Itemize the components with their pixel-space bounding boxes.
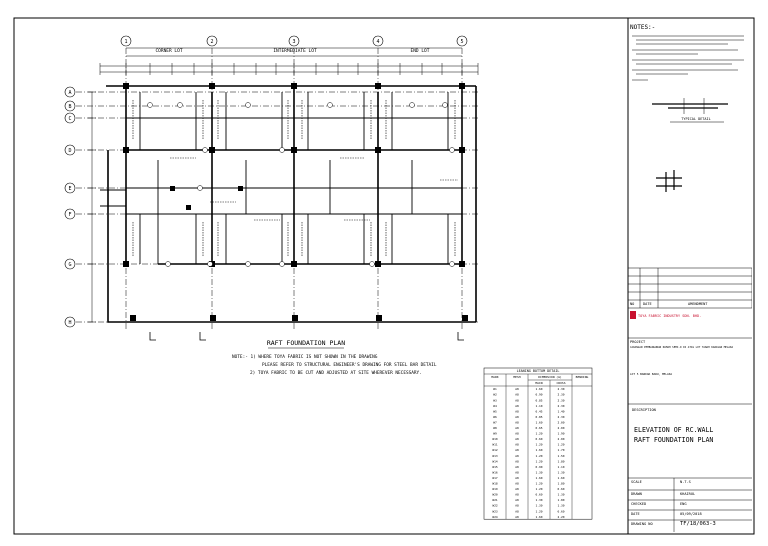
- schedule-cell: W18: [492, 481, 498, 486]
- schedule-header: MESH: [513, 375, 521, 379]
- schedule-cell: W14: [492, 459, 498, 464]
- grid-row-label: C: [68, 116, 72, 122]
- schedule-cell: A8: [515, 475, 519, 480]
- field-value: N.T.S: [680, 480, 691, 484]
- schedule-cell: A8: [515, 431, 519, 436]
- schedule-cell: A8: [515, 464, 519, 469]
- schedule-cell: W22: [492, 503, 498, 508]
- schedule-cell: W12: [492, 448, 498, 453]
- schedule-cell: 1.60: [557, 475, 565, 480]
- notes-text-lines: [632, 36, 744, 80]
- schedule-cell: 1.10: [557, 464, 565, 469]
- note-line-3: 2) TOYA FABRIC TO BE CUT AND ADJUSTED AT SITE WHEREVER NECESSARY.: [250, 371, 422, 376]
- plan-title: RAFT FOUNDATION PLAN: [266, 339, 346, 347]
- description-label: DESCRIPTION: [632, 408, 656, 412]
- schedule-cell: 1.30: [557, 470, 565, 475]
- schedule-cell: 0.90: [535, 464, 543, 469]
- zone-corner-lot: CORNER LOT: [155, 49, 183, 54]
- schedule-cell: 1.20: [557, 442, 565, 447]
- grid-column-label: 3: [292, 39, 296, 45]
- grid-column-label: 2: [210, 39, 214, 45]
- title-block: [628, 22, 752, 532]
- grid-row-label: F: [68, 212, 72, 218]
- field-label: SCALE: [631, 480, 642, 484]
- schedule-cell: 1.30: [535, 503, 543, 508]
- schedule-cell: W15: [492, 464, 498, 469]
- schedule-cell: 0.60: [535, 492, 543, 497]
- schedule-cell: 1.20: [535, 459, 543, 464]
- mesh-callouts: [133, 100, 458, 256]
- schedule-cell: 1.40: [557, 409, 565, 414]
- schedule-header: MARK: [491, 375, 499, 379]
- interior-walls: [100, 92, 462, 264]
- schedule-cell: 1.10: [535, 403, 543, 408]
- column-stumps: [123, 83, 468, 321]
- field-label: DRAWN: [631, 492, 642, 496]
- schedule-cell: W7: [493, 420, 497, 425]
- schedule-cell: A8: [515, 470, 519, 475]
- schedule-cell: 2.30: [557, 387, 565, 392]
- mesh-cross-detail: [656, 170, 682, 192]
- schedule-cell: A8: [515, 481, 519, 486]
- title-block-graphics: [628, 22, 752, 532]
- schedule-cell: W11: [492, 442, 498, 447]
- rev-no: NO: [630, 302, 635, 306]
- schedule-cell: W16: [492, 470, 498, 475]
- schedule-subheader: CROSS: [556, 381, 566, 385]
- schedule-cell: 2.30: [557, 414, 565, 419]
- zone-end-lot: END LOT: [410, 49, 430, 54]
- schedule-cell: 0.85: [535, 398, 543, 403]
- schedule-cell: A8: [515, 442, 519, 447]
- schedule-cell: W24: [492, 514, 498, 519]
- row-bubbles: [65, 87, 75, 327]
- schedule-cell: W6: [493, 414, 497, 419]
- schedule-cell: A8: [515, 448, 519, 453]
- company-name: TOYA FABRIC INDUSTRY SDN. BHD.: [638, 314, 702, 318]
- grid-column-label: 1: [124, 39, 128, 45]
- schedule-cell: W23: [492, 509, 498, 514]
- schedule-cell: 2.20: [557, 514, 565, 519]
- schedule-cell: 1.80: [557, 498, 565, 503]
- field-value: 05/09/2018: [680, 512, 702, 516]
- schedule-cell: A8: [515, 487, 519, 492]
- note-line-2: PLEASE REFER TO STRUCTURAL ENGINEER'S DRAWING FOR STEEL BAR DETAIL: [262, 363, 437, 368]
- schedule-cell: W9: [493, 431, 497, 436]
- zone-intermediate-lot: INTERMEDIATE LOT: [273, 49, 317, 54]
- grid-row-label: B: [68, 104, 72, 110]
- field-value: KHAIRUL: [680, 492, 696, 496]
- detail-label: TYPICAL DETAIL: [681, 117, 711, 121]
- schedule-cell: 1.30: [557, 503, 565, 508]
- schedule-cell: 1.20: [535, 442, 543, 447]
- leaning-bottom-schedule: [484, 368, 592, 519]
- grid-row-label: D: [68, 148, 72, 154]
- schedule-cell: 1.60: [535, 514, 543, 519]
- schedule-cell: A8: [515, 503, 519, 508]
- schedule-cell: 1.20: [535, 481, 543, 486]
- schedule-cell: A8: [515, 498, 519, 503]
- schedule-cell: A8: [515, 398, 519, 403]
- schedule-cell: 1.20: [535, 509, 543, 514]
- schedule-cell: W8: [493, 426, 497, 430]
- field-value: ENG: [680, 502, 687, 506]
- raft-outline: [106, 86, 476, 322]
- schedule-cell: A8: [515, 426, 519, 430]
- schedule-title: LEANING BOTTOM DETAIL: [516, 369, 560, 373]
- schedule-cell: 1.20: [535, 487, 543, 492]
- schedule-subheader: MAIN: [535, 381, 543, 385]
- schedule-header: DIMENSION (m): [538, 375, 562, 379]
- schedule-cell: A8: [515, 403, 519, 408]
- schedule-cell: W13: [492, 453, 498, 458]
- schedule-cell: 1.70: [557, 448, 565, 453]
- schedule-cell: 0.65: [535, 426, 543, 430]
- schedule-cell: 2.00: [557, 437, 565, 442]
- note-line-1: NOTE:- 1) WHERE TOYA FABRIC IS NOT SHOWN IN THE DRAWING: [232, 355, 378, 360]
- schedule-cell: A8: [515, 437, 519, 442]
- schedule-cell: 2.30: [557, 398, 565, 403]
- schedule-cell: 1.30: [557, 492, 565, 497]
- schedule-cell: A8: [515, 459, 519, 464]
- schedule-cell: 0.45: [535, 409, 543, 414]
- schedule-cell: 1.20: [535, 431, 543, 436]
- schedule-cell: 0.90: [535, 392, 543, 397]
- schedule-cell: W10: [492, 437, 498, 442]
- project-text: CADANGAN PEMBANGUNAN RUMAH SEMI-D DI ATAS LOT TANAH KAWASAN MELAKA: [630, 346, 734, 349]
- schedule-cell: W4: [493, 403, 497, 408]
- schedule-cell: A8: [515, 392, 519, 397]
- schedule-cell: 1.50: [557, 453, 565, 458]
- schedule-cell: 1.90: [557, 431, 565, 436]
- schedule-cell: A8: [515, 492, 519, 497]
- schedule-cell: 0.60: [535, 437, 543, 442]
- schedule-cell: 1.80: [557, 481, 565, 486]
- schedule-cell: W1: [493, 387, 497, 392]
- schedule-cell: 1.60: [535, 420, 543, 425]
- schedule-cell: W20: [492, 492, 498, 497]
- schedule-cell: 1.60: [535, 387, 543, 392]
- schedule-cell: A8: [515, 387, 519, 392]
- client-text: LOT 5 BANDAR BARU, MELAKA: [630, 372, 673, 376]
- description-line-2: RAFT FOUNDATION PLAN: [634, 436, 714, 444]
- description-line-1: ELEVATION OF RC.WALL: [634, 426, 714, 434]
- rev-amendment: AMENDMENT: [688, 302, 708, 306]
- grid-row-label: G: [68, 262, 72, 268]
- schedule-cell: 1.60: [535, 475, 543, 480]
- schedule-cell: A8: [515, 514, 519, 519]
- schedule-cell: 0.85: [535, 414, 543, 419]
- mark-bubbles: [148, 103, 455, 267]
- schedule-cell: 2.30: [557, 392, 565, 397]
- schedule-header: BENDING: [575, 375, 589, 379]
- grid-lines: [76, 48, 478, 330]
- schedule-cell: W3: [493, 398, 497, 403]
- grid-row-label: A: [68, 90, 72, 96]
- field-label: DRAWING NO: [631, 522, 653, 526]
- schedule-cell: 1.30: [535, 498, 543, 503]
- field-value: TF/18/063-3: [680, 521, 716, 527]
- grid-column-label: 5: [460, 39, 464, 45]
- schedule-cell: W17: [492, 475, 498, 480]
- schedule-cell: 1.60: [535, 448, 543, 453]
- grid-row-label: H: [68, 320, 72, 326]
- grid-row-label: E: [68, 186, 72, 192]
- field-label: CHECKED: [631, 502, 647, 506]
- schedule-cell: 1.20: [535, 453, 543, 458]
- schedule-cell: W5: [493, 409, 497, 414]
- field-label: DATE: [631, 512, 640, 516]
- schedule-cell: A8: [515, 414, 519, 419]
- schedule-cell: A8: [515, 420, 519, 425]
- schedule-cell: 1.30: [535, 470, 543, 475]
- schedule-cell: 2.30: [557, 403, 565, 408]
- column-bubbles: [121, 36, 467, 46]
- schedule-cell: 0.60: [557, 509, 565, 514]
- schedule-cell: W19: [492, 487, 498, 492]
- project-label: PROJECT: [630, 340, 646, 344]
- schedule-cell: 0.60: [557, 487, 565, 492]
- rev-date: DATE: [643, 302, 652, 306]
- schedule-cell: 2.00: [557, 420, 565, 425]
- schedule-cell: A8: [515, 509, 519, 514]
- notes-heading: NOTES:-: [630, 24, 656, 31]
- schedule-cell: W21: [492, 498, 498, 503]
- schedule-cell: A8: [515, 453, 519, 458]
- schedule-cell: A8: [515, 409, 519, 414]
- schedule-cell: 1.80: [557, 459, 565, 464]
- schedule-cell: W2: [493, 392, 497, 397]
- grid-column-label: 4: [376, 39, 380, 45]
- dimension-ticks: [88, 63, 478, 322]
- company-logo: [630, 311, 636, 319]
- schedule-cell: 2.00: [557, 426, 565, 430]
